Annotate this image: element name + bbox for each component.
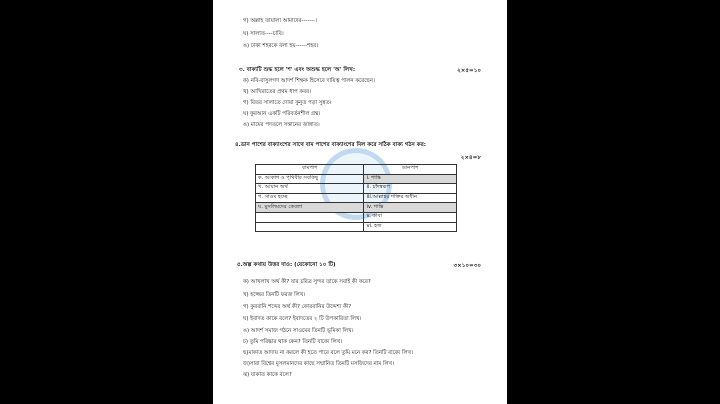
q3-item: খ) আখিরাতের প্রথম ধাপ কবর। [243,89,311,95]
right-cell: i. শান্তি [364,174,457,184]
left-cell: ঘ. মুসলিমদের কেবলা [256,203,364,213]
left-cell: গ. সাওম হচ্ছে [256,193,364,203]
q5-item: ঙ) আদর্শ সমাজ গঠনে সাওমের তিনটি ভূমিকা লিখ। [243,328,354,334]
right-cell: iii.আল্লাহর শক্তির অধীন [364,193,457,203]
q5-item: ঝ) যাকাত কাকে বলে? [243,372,292,378]
top-item: ঙ) ঢাকা শহরকে বলা হয়------শহর। [243,43,318,49]
q3-item: ঙ) মায়ের পদতলে সন্তানের জান্নাত। [243,122,320,128]
left-column-header: বামপাশ [256,165,364,175]
q4-heading: ৪.ডান পাশের বাক্যাংশের সাথে বাম পাশের বাক্যাংশের মিল করে সঠিক বাক্য গঠন কর: [235,142,427,148]
top-item: ঘ) সালাত----চাবি। [243,31,284,37]
q3-marks: ২×৫=১০ [457,68,481,74]
q5-item: জ)সারা বিশ্বের মুসলমানদের কাছে সম্মানিত তিনটি মসজিদের নাম লিখ। [243,361,395,367]
matching-table [255,164,457,232]
q4-marks: ২×৪=৮ [460,155,481,161]
q5-item: ঘ) ইবাদত কাকে বলে? ইবাদতের ২ টি উপকারিতা লিখ। [243,316,362,322]
left-cell [256,212,364,222]
exam-page [213,0,507,404]
q3-item: ঘ) কুরআন একটি পরিবর্তনশীল গ্রন্থ। [243,111,321,117]
q5-marks: ৩×১০=৩০ [453,263,481,269]
q5-item: গ) কুরবানি শব্দের অর্থ কী? কোরবানির উদ্দেশ্য কী? [243,304,352,310]
left-cell [256,222,364,232]
q5-item: ছ)মাকাত আদায় না করলে কী হতে পারে বলে তুমি মনে কর? তিনটি বাক্যে লিখ। [243,350,413,356]
right-column-header: ডানপাশ [364,165,457,175]
top-item: গ) অল্লাহ তায়ালা আমাদের-------। [243,18,317,24]
q5-item: খ) হজ্জের তিনটি ফরজ লিখ। [243,292,306,298]
q5-item: ক) আখলাখ অর্থ কী? যার চরিত্র সুন্দর তাকে সবাই কী করে? [243,279,371,285]
right-cell: v. কাবা [364,212,457,222]
right-cell: iv. শান্তি [364,203,457,213]
q5-item: চ) তুমি পরিষ্কার থাক কেন? তিনটি বাক্যে লিখ। [243,339,343,345]
q3-heading: ৩. বাক্যটি শুদ্ধ হলে 'শ' এবং অশুদ্ধ হলে 'অ' লিখ: [239,67,356,73]
left-cell: খ. আযান অর্থ [256,184,364,194]
q3-item: ক) নবি-রাসুলগণ আদর্শ শিক্ষক হিসেবে দায়িত্ব পালন করেছেন। [243,78,375,84]
q3-item: গ) বিতর সালাতে দোয়া কুনুত পড়া সুন্নত। [243,100,332,106]
right-cell: ii. চাঁদস্বরূপ [364,184,457,194]
q5-heading: ৫.অল্প কথায় উত্তর দাও: (যেকোনো ১০ টি) [237,262,336,268]
left-cell: ক. আকাশ ও পৃথিবীর সবকিছু [256,174,364,184]
right-cell: vi. হজ [364,222,457,232]
